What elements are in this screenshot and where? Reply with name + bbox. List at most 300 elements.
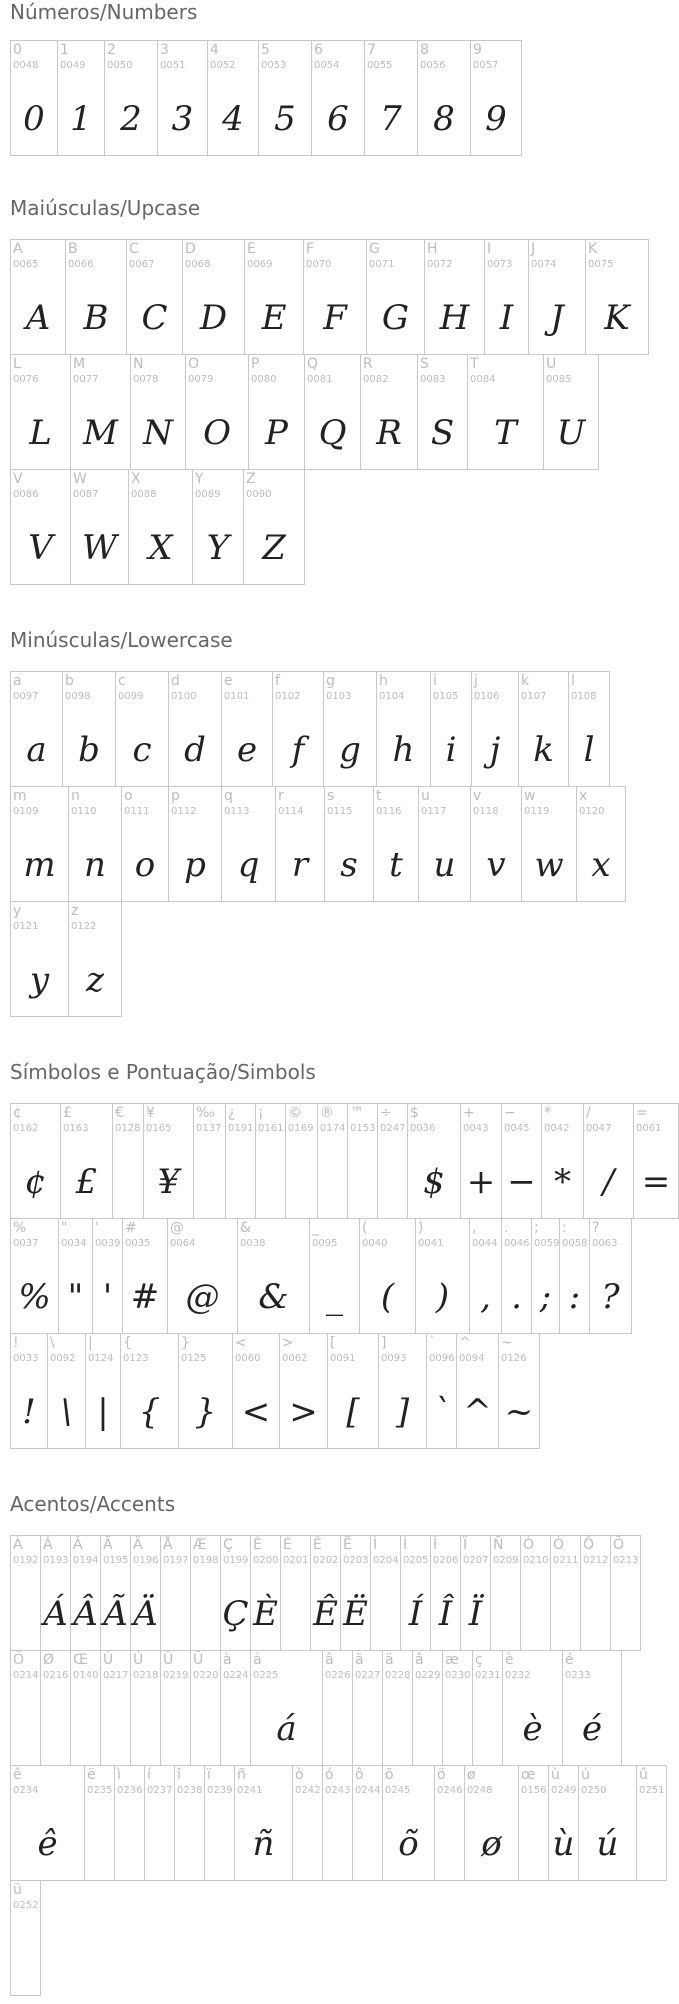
glyph-sample: Ã xyxy=(103,1594,128,1634)
glyph-cell xyxy=(548,1765,579,1881)
glyph-sample: S xyxy=(430,413,455,453)
glyph-label: Ö xyxy=(13,1652,25,1668)
glyph-cell xyxy=(100,1650,131,1766)
glyph-sample: ~ xyxy=(504,1392,534,1432)
glyph-cell xyxy=(232,1333,280,1449)
glyph-row xyxy=(10,1218,661,1334)
glyph-code: 0246 xyxy=(437,1785,463,1796)
glyph-code: 0227 xyxy=(355,1670,381,1681)
glyph-label: g xyxy=(326,673,335,689)
glyph-code: 0249 xyxy=(551,1785,577,1796)
glyph-cell xyxy=(182,239,245,355)
glyph-cell xyxy=(460,1103,502,1219)
glyph-sample: c xyxy=(132,730,152,770)
glyph-cell xyxy=(382,1650,413,1766)
glyph-code: 0077 xyxy=(73,374,99,385)
glyph-sample: > xyxy=(289,1392,318,1432)
glyph-cell xyxy=(70,354,131,470)
glyph-label: \ xyxy=(50,1335,55,1351)
glyph-code: 0053 xyxy=(261,60,287,71)
glyph-code: 0163 xyxy=(63,1123,89,1134)
glyph-label: Z xyxy=(246,471,256,487)
glyph-sample: w xyxy=(534,845,564,885)
glyph-label: ~ xyxy=(501,1335,513,1351)
glyph-label: I xyxy=(487,241,492,257)
glyph-sample: È xyxy=(253,1594,278,1634)
glyph-label: ¢ xyxy=(13,1105,22,1121)
glyph-label: Ò xyxy=(523,1537,535,1553)
glyph-label: t xyxy=(376,788,382,804)
glyph-code: 0161 xyxy=(258,1123,284,1134)
glyph-code: 0230 xyxy=(445,1670,471,1681)
glyph-cell xyxy=(220,1650,251,1766)
glyph-label: s xyxy=(327,788,335,804)
glyph-label: $ xyxy=(410,1105,419,1121)
glyph-code: 0066 xyxy=(68,259,94,270)
glyph-cell xyxy=(352,1650,383,1766)
glyph-sample: Â xyxy=(73,1594,98,1634)
glyph-label: í xyxy=(147,1767,151,1783)
glyph-cell xyxy=(10,1765,85,1881)
glyph-code: 0120 xyxy=(579,806,605,817)
glyph-label: ç xyxy=(475,1652,483,1668)
glyph-sample: p xyxy=(184,845,206,885)
glyph-code: 0095 xyxy=(312,1238,338,1249)
glyph-label: F xyxy=(306,241,315,257)
glyph-sample: j xyxy=(489,730,501,770)
glyph-sample: Z xyxy=(262,528,286,568)
glyph-cell xyxy=(309,1218,360,1334)
glyph-cell xyxy=(65,239,127,355)
glyph-code: 0091 xyxy=(330,1353,356,1364)
glyph-sample: v xyxy=(486,845,506,885)
glyph-label: ¡ xyxy=(258,1105,264,1121)
glyph-label: G xyxy=(369,241,380,257)
glyph-sample: ¥ xyxy=(157,1162,180,1202)
glyph-sample: % xyxy=(18,1277,51,1317)
glyph-row xyxy=(10,786,661,902)
glyph-code: 0245 xyxy=(385,1785,411,1796)
glyph-label: Œ xyxy=(73,1652,88,1668)
glyph-label: Ì xyxy=(373,1537,378,1553)
glyph-code: 0047 xyxy=(586,1123,612,1134)
glyph-cell xyxy=(576,786,626,902)
glyph-code: 0212 xyxy=(583,1555,609,1566)
glyph-code: 0081 xyxy=(307,374,333,385)
glyph-sample: − xyxy=(507,1162,536,1202)
glyph-label: f xyxy=(275,673,280,689)
glyph-code: 0226 xyxy=(325,1670,351,1681)
glyph-label: | xyxy=(88,1335,93,1351)
glyph-sample: ^ xyxy=(463,1392,492,1432)
glyph-code: 0128 xyxy=(115,1123,141,1134)
glyph-sample: & xyxy=(258,1277,289,1317)
glyph-label: õ xyxy=(385,1767,394,1783)
glyph-label: / xyxy=(586,1105,591,1121)
glyph-code: 0205 xyxy=(403,1555,429,1566)
glyph-label: â xyxy=(325,1652,334,1668)
glyph-cell xyxy=(255,1103,286,1219)
glyph-label: n xyxy=(71,788,80,804)
glyph-label: Á xyxy=(43,1537,53,1553)
glyph-label: S xyxy=(420,356,429,372)
glyph-label: ' xyxy=(95,1220,99,1236)
glyph-grid-accents xyxy=(10,1535,665,1996)
glyph-label: â xyxy=(415,1652,424,1668)
glyph-code: 0137 xyxy=(196,1123,222,1134)
glyph-code: 0072 xyxy=(427,259,453,270)
glyph-code: 0038 xyxy=(240,1238,266,1249)
glyph-label: ú xyxy=(581,1767,590,1783)
glyph-cell xyxy=(115,671,169,787)
glyph-label: Å xyxy=(163,1537,173,1553)
glyph-code: 0202 xyxy=(313,1555,339,1566)
glyph-code: 0156 xyxy=(521,1785,547,1796)
glyph-sample: Ê xyxy=(313,1594,338,1634)
glyph-label: 5 xyxy=(261,42,270,58)
glyph-label: ä xyxy=(385,1652,394,1668)
glyph-label: U xyxy=(546,356,557,372)
glyph-sample: 1 xyxy=(70,99,92,139)
glyph-code: 0121 xyxy=(13,921,39,932)
glyph-cell xyxy=(160,1650,191,1766)
glyph-cell xyxy=(10,1218,59,1334)
glyph-label: Î xyxy=(433,1537,438,1553)
glyph-code: 0220 xyxy=(193,1670,219,1681)
glyph-label: y xyxy=(13,903,22,919)
glyph-code: 0078 xyxy=(133,374,159,385)
glyph-code: 0098 xyxy=(65,691,91,702)
glyph-label: ö xyxy=(437,1767,446,1783)
glyph-row xyxy=(10,1650,661,1766)
glyph-cell xyxy=(243,469,305,585)
glyph-cell xyxy=(121,786,169,902)
glyph-cell xyxy=(470,786,522,902)
glyph-cell xyxy=(10,671,63,787)
glyph-code: 0140 xyxy=(73,1670,99,1681)
glyph-cell xyxy=(400,1535,431,1651)
glyph-cell xyxy=(174,1765,205,1881)
glyph-code: 0061 xyxy=(636,1123,662,1134)
glyph-sample: ] xyxy=(395,1392,410,1432)
glyph-sample: u xyxy=(433,845,456,885)
glyph-sample: H xyxy=(439,298,470,338)
glyph-sample: D xyxy=(199,298,228,338)
glyph-cell xyxy=(376,671,431,787)
glyph-code: 0193 xyxy=(43,1555,69,1566)
glyph-code: 0071 xyxy=(369,259,395,270)
glyph-sample: Ï xyxy=(468,1594,483,1634)
glyph-label: Ô xyxy=(583,1537,595,1553)
glyph-code: 0073 xyxy=(487,259,513,270)
glyph-code: 0068 xyxy=(185,259,211,270)
glyph-cell xyxy=(10,1103,61,1219)
glyph-label: Ã xyxy=(103,1537,113,1553)
glyph-label: : xyxy=(562,1220,567,1236)
glyph-cell xyxy=(568,671,610,787)
glyph-cell xyxy=(221,671,273,787)
glyph-code: 0228 xyxy=(385,1670,411,1681)
glyph-sample: T xyxy=(494,413,517,453)
glyph-code: 0197 xyxy=(163,1555,189,1566)
glyph-cell xyxy=(130,354,186,470)
glyph-label: Q xyxy=(307,356,319,372)
glyph-code: 0090 xyxy=(246,489,272,500)
glyph-cell xyxy=(472,1650,503,1766)
glyph-sample: W xyxy=(82,528,117,568)
glyph-code: 0198 xyxy=(193,1555,219,1566)
glyph-code: 0117 xyxy=(421,806,447,817)
glyph-cell xyxy=(636,1765,667,1881)
glyph-sample: N xyxy=(143,413,173,453)
glyph-label: ü xyxy=(13,1882,22,1898)
glyph-sample: ( xyxy=(380,1277,395,1317)
glyph-label: û xyxy=(639,1767,648,1783)
glyph-sample: F xyxy=(323,298,347,338)
glyph-cell xyxy=(10,901,69,1017)
glyph-code: 0110 xyxy=(71,806,97,817)
glyph-code: 0207 xyxy=(463,1555,489,1566)
glyph-label: x xyxy=(579,788,588,804)
glyph-cell xyxy=(10,469,71,585)
glyph-sample: x xyxy=(591,845,611,885)
glyph-cell xyxy=(60,1103,113,1219)
glyph-cell xyxy=(10,786,69,902)
glyph-code: 0103 xyxy=(326,691,352,702)
glyph-label: w xyxy=(524,788,536,804)
glyph-label: ô xyxy=(355,1767,364,1783)
glyph-cell xyxy=(442,1650,473,1766)
glyph-label: 2 xyxy=(107,42,116,58)
glyph-code: 0074 xyxy=(531,259,557,270)
glyph-code: 0211 xyxy=(553,1555,579,1566)
glyph-row xyxy=(10,239,661,355)
glyph-cell xyxy=(340,1535,371,1651)
glyph-code: 0096 xyxy=(429,1353,455,1364)
glyph-label: Æ xyxy=(193,1537,207,1553)
glyph-code: 0055 xyxy=(367,60,393,71)
glyph-label: O xyxy=(188,356,200,372)
glyph-sample: £ xyxy=(75,1162,98,1202)
glyph-code: 0097 xyxy=(13,691,39,702)
glyph-label: ë xyxy=(87,1767,96,1783)
glyph-cell xyxy=(185,354,249,470)
glyph-label: h xyxy=(379,673,388,689)
glyph-code: 0201 xyxy=(283,1555,309,1566)
glyph-code: 0244 xyxy=(355,1785,381,1796)
glyph-label: − xyxy=(504,1105,516,1121)
glyph-sample: r xyxy=(291,845,309,885)
glyph-code: 0034 xyxy=(61,1238,87,1249)
glyph-cell xyxy=(40,1650,71,1766)
glyph-code: 0099 xyxy=(118,691,144,702)
glyph-code: 0062 xyxy=(282,1353,308,1364)
glyph-cell xyxy=(366,239,425,355)
glyph-sample: , xyxy=(480,1277,491,1317)
glyph-sample: y xyxy=(29,960,50,1000)
glyph-cell xyxy=(85,1333,121,1449)
glyph-label: Ê xyxy=(313,1537,322,1553)
glyph-cell xyxy=(501,1103,542,1219)
glyph-label: À xyxy=(13,1537,23,1553)
glyph-label: é xyxy=(565,1652,574,1668)
glyph-code: 0067 xyxy=(129,259,155,270)
glyph-cell xyxy=(418,786,471,902)
glyph-sample: # xyxy=(130,1277,160,1317)
glyph-cell xyxy=(104,40,158,156)
glyph-cell xyxy=(322,1765,353,1881)
glyph-label: . xyxy=(504,1220,509,1236)
glyph-cell xyxy=(490,1535,521,1651)
glyph-label: ‰ xyxy=(196,1105,215,1121)
glyph-cell xyxy=(360,354,418,470)
glyph-sample: U xyxy=(556,413,586,453)
glyph-label: ^ xyxy=(459,1335,471,1351)
glyph-label: J xyxy=(531,241,536,257)
glyph-code: 0165 xyxy=(146,1123,172,1134)
glyph-label: C xyxy=(129,241,139,257)
glyph-label: _ xyxy=(312,1220,319,1236)
glyph-row xyxy=(10,354,661,470)
glyph-cell xyxy=(100,1535,131,1651)
glyph-code: 0174 xyxy=(320,1123,346,1134)
glyph-cell xyxy=(40,1535,71,1651)
glyph-sample: Á xyxy=(43,1594,68,1634)
glyph-label: ò xyxy=(295,1767,304,1783)
glyph-code: 0042 xyxy=(544,1123,570,1134)
glyph-code: 0251 xyxy=(639,1785,665,1796)
glyph-label: E xyxy=(247,241,256,257)
glyph-code: 0079 xyxy=(188,374,214,385)
glyph-label: É xyxy=(283,1537,292,1553)
glyph-label: o xyxy=(124,788,133,804)
glyph-label: T xyxy=(470,356,479,372)
glyph-sample: m xyxy=(23,845,56,885)
glyph-sample: $ xyxy=(423,1162,445,1202)
glyph-code: 0088 xyxy=(131,489,157,500)
glyph-sample: b xyxy=(78,730,100,770)
glyph-code: 0070 xyxy=(306,259,332,270)
glyph-label: Ñ xyxy=(493,1537,504,1553)
glyph-label: Í xyxy=(403,1537,408,1553)
glyph-label: % xyxy=(13,1220,27,1236)
glyph-sample: I xyxy=(499,298,514,338)
glyph-cell xyxy=(589,1218,632,1334)
glyph-code: 0064 xyxy=(170,1238,196,1249)
glyph-code: 0035 xyxy=(125,1238,151,1249)
glyph-label: ï xyxy=(207,1767,211,1783)
glyph-cell xyxy=(221,786,276,902)
glyph-cell xyxy=(382,1765,435,1881)
section-title-numbers: Números/Numbers xyxy=(10,0,198,24)
glyph-sample: < xyxy=(241,1392,271,1432)
glyph-row xyxy=(10,1765,665,1881)
glyph-cell xyxy=(68,786,122,902)
glyph-cell xyxy=(114,1765,145,1881)
glyph-label: à xyxy=(223,1652,232,1668)
glyph-cell xyxy=(144,1765,175,1881)
glyph-row xyxy=(10,901,661,1017)
glyph-label: ; xyxy=(534,1220,539,1236)
glyph-label: z xyxy=(71,903,79,919)
glyph-cell xyxy=(502,1650,563,1766)
glyph-code: 0235 xyxy=(87,1785,113,1796)
glyph-code: 0060 xyxy=(235,1353,261,1364)
glyph-cell xyxy=(415,1218,470,1334)
glyph-cell xyxy=(520,1535,551,1651)
glyph-cell xyxy=(528,239,586,355)
glyph-code: 0039 xyxy=(95,1238,121,1249)
glyph-cell xyxy=(484,239,529,355)
glyph-code: 0105 xyxy=(433,691,459,702)
glyph-label: Ë xyxy=(343,1537,352,1553)
glyph-sample: ` xyxy=(433,1392,450,1432)
glyph-label: 3 xyxy=(160,42,169,58)
glyph-label: N xyxy=(133,356,144,372)
glyph-label: W xyxy=(73,471,87,487)
glyph-sample: ñ xyxy=(252,1824,275,1864)
glyph-label: 1 xyxy=(60,42,69,58)
glyph-sample: Ä xyxy=(133,1594,158,1634)
glyph-sample: ; xyxy=(539,1277,552,1317)
glyph-sample: ) xyxy=(435,1277,450,1317)
glyph-sample: _ xyxy=(326,1277,343,1317)
glyph-sample: O xyxy=(203,413,231,453)
glyph-label: > xyxy=(282,1335,294,1351)
glyph-label: ÷ xyxy=(380,1105,392,1121)
glyph-cell xyxy=(248,354,305,470)
glyph-code: 0048 xyxy=(13,60,39,71)
glyph-code: 0192 xyxy=(13,1555,39,1566)
glyph-sample: P xyxy=(265,413,288,453)
glyph-code: 0194 xyxy=(73,1555,99,1566)
glyph-label: Ï xyxy=(463,1537,468,1553)
glyph-code: 0233 xyxy=(565,1670,591,1681)
glyph-sample: Y xyxy=(206,528,230,568)
glyph-cell xyxy=(430,1535,461,1651)
glyph-code: 0114 xyxy=(278,806,304,817)
glyph-cell xyxy=(543,354,599,470)
glyph-cell xyxy=(377,1103,408,1219)
glyph-sample: ø xyxy=(481,1824,502,1864)
glyph-cell xyxy=(168,786,222,902)
glyph-cell xyxy=(470,40,522,156)
glyph-code: 0210 xyxy=(523,1555,549,1566)
glyph-code: 0113 xyxy=(224,806,250,817)
glyph-code: 0093 xyxy=(381,1353,407,1364)
glyph-code: 0196 xyxy=(133,1555,159,1566)
glyph-sample: ¢ xyxy=(24,1162,47,1202)
glyph-cell xyxy=(585,239,649,355)
glyph-code: 0084 xyxy=(470,374,496,385)
glyph-code: 0080 xyxy=(251,374,277,385)
glyph-cell xyxy=(378,1333,427,1449)
glyph-code: 0238 xyxy=(177,1785,203,1796)
glyph-label: è xyxy=(505,1652,514,1668)
glyph-label: £ xyxy=(63,1105,72,1121)
glyph-cell xyxy=(130,1535,161,1651)
glyph-sample: . xyxy=(511,1277,522,1317)
glyph-cell xyxy=(310,1535,341,1651)
glyph-code: 0050 xyxy=(107,60,133,71)
glyph-label: j xyxy=(474,673,478,689)
glyph-cell xyxy=(417,354,468,470)
glyph-label: î xyxy=(177,1767,181,1783)
glyph-cell xyxy=(258,40,312,156)
glyph-cell xyxy=(84,1765,115,1881)
glyph-cell xyxy=(190,1650,221,1766)
glyph-sample: 8 xyxy=(433,99,455,139)
